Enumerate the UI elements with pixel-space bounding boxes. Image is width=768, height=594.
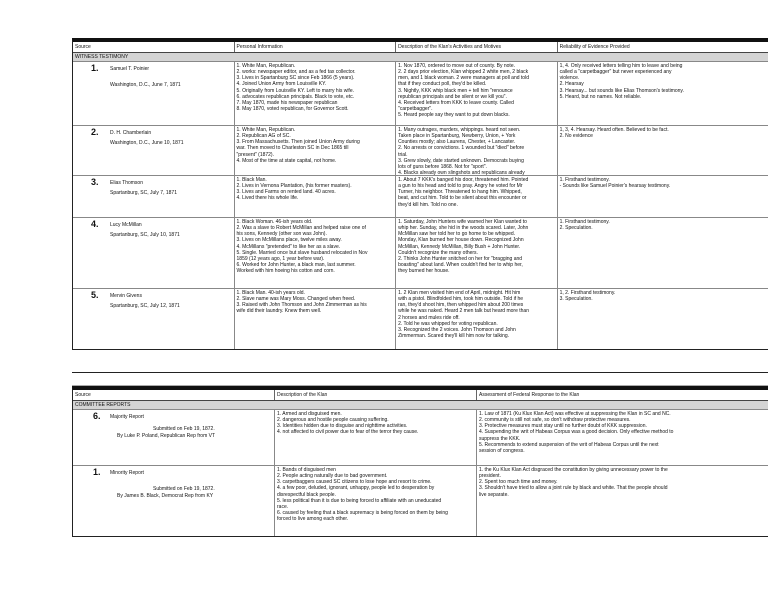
report-source-cell <box>73 466 275 536</box>
cell-line: 2. Speculation. <box>559 225 593 232</box>
cell-line: 1. White Man, Republican. <box>236 63 296 69</box>
witness-name: Samuel T. Poinier <box>110 66 150 72</box>
cell-line: 1. Firsthand testimony. <box>559 177 610 183</box>
cell-line: 3. Protective measures must stay until no further doubt of KKK suppression. <box>479 423 647 430</box>
header-description: Description of the Klan <box>275 390 477 400</box>
cell-line: McMillan saw her told her to go home to be whipped. <box>398 231 516 238</box>
report-submitted-date: Submitted on Feb 19, 1872. <box>153 426 215 432</box>
table-row <box>73 218 768 289</box>
cell-line: 3. Lives and Farms on rented land. 40 acres. <box>236 189 336 196</box>
report-name: Majority Report <box>110 414 144 420</box>
reliability-cell <box>558 218 768 288</box>
cell-line: 1. White Man, Republican. <box>236 127 296 133</box>
cell-line: 2. People acting naturally due to bad government. <box>277 473 388 480</box>
cell-line: 7. May 1870, made his newspaper republican <box>236 99 338 106</box>
witness-name: D. H. Chamberlain <box>110 130 152 136</box>
personal-information-cell <box>235 126 397 175</box>
cell-line: 1859 (12 years ago, 1 year before war). <box>236 255 325 262</box>
cell-line: men, and 1 black woman. 2 were managers at poll and told <box>398 75 529 82</box>
cell-line: 2 horses and mules ride off. <box>398 314 460 321</box>
cell-line: 3. From Massachusetts. Then joined Union Army during <box>236 139 360 146</box>
witness-table <box>72 38 768 350</box>
reliability-cell <box>558 176 768 217</box>
table-row <box>73 126 768 176</box>
klan-activities-cell <box>396 218 558 288</box>
cell-line: 1. the Ku Klux Klan Act disgraced the constitution by giving unnecessary power to the <box>479 467 668 473</box>
cell-line: 5. Heard, but no names. Not reliable. <box>559 93 642 100</box>
cell-line: 1. About 7 KKK's banged his door, threatened him. Pointed <box>398 177 529 183</box>
cell-line: 3. Hearsay... but sounds like Elias Thomson's testimony. <box>559 87 684 94</box>
cell-line: they'd kill him. Told no one. <box>398 201 458 208</box>
cell-line: 4. Most of the time at state capital, not home. <box>236 157 337 164</box>
cell-line: 4. Blacks already own slingshots and republicans already <box>398 170 525 175</box>
klan-activities-cell <box>396 176 558 217</box>
cell-line: 3. Nightly, KKK whip black men + tell him "renounce <box>398 87 513 94</box>
source-cell <box>73 176 235 217</box>
cell-line: 3. Grew slowly, date started unknown. Democrats buying <box>398 157 524 164</box>
cell-line: war. Then moved to Charleston SC in Dec 1865 till <box>236 145 349 152</box>
personal-information-cell <box>235 218 397 288</box>
klan-activities-cell <box>396 62 558 125</box>
cell-line: 2. No arrests or convictions. 1 wounded but "died" before <box>398 145 525 152</box>
cell-line: president. <box>479 473 501 480</box>
table-row <box>73 466 768 536</box>
header-source-2: Source <box>73 390 275 400</box>
cell-line: 1. Black Man. 40-ish years old. <box>236 290 305 296</box>
cell-line: 4. Received letters from KKK to leave county. Called <box>398 99 514 106</box>
cell-line: 4. a few poor, deluded, ignorant, unhappy, people led to desperation by <box>277 485 435 492</box>
cell-line: Couldn't recognize the many others. <box>398 249 478 256</box>
cell-line: wife did their laundry. Knew them well. <box>236 308 322 315</box>
cell-line: race. <box>277 503 289 510</box>
cell-line: 3. Identities hidden due to disguise and nighttime activities. <box>277 423 408 430</box>
cell-line: disrespectful black people. <box>277 491 336 498</box>
source-cell <box>73 218 235 288</box>
cell-line: 5. Single. Married once but slave husband relocated in Nov <box>236 249 368 256</box>
header-assessment: Assessment of Federal Response to the Klan <box>479 392 580 398</box>
section-witness-testimony: WITNESS TESTIMONY <box>73 53 768 62</box>
cell-line: Monday, Klan burned her house down. Recognized John <box>398 237 524 244</box>
klan-description-cell <box>275 466 477 536</box>
cell-line: 2. 2 days prior election, Klan whipped 2 white men, 2 black <box>398 69 529 76</box>
cell-line: 1. Law of 1871 (Ku Klux Klan Act) was effective at suppressing the Klan in SC and NC. <box>479 411 671 417</box>
witness-name: Mervin Givens <box>110 293 142 299</box>
cell-line: 2. Told he was whipped for voting republican. <box>398 320 498 327</box>
cell-line: 2. Slave name was Mary Moss. Changed when freed. <box>236 296 356 303</box>
cell-line: 6. advocates republican principals. Black to vote, etc. <box>236 93 355 100</box>
committee-table-header <box>73 390 768 401</box>
source-number: 4. <box>91 219 99 229</box>
source-number: 6. <box>93 411 101 421</box>
source-cell <box>73 62 235 125</box>
witness-table-header <box>73 42 768 53</box>
source-number: 1. <box>93 467 101 477</box>
cell-line: 1, 2. Firsthand testimony. <box>559 290 616 296</box>
cell-line: live separate. <box>479 491 509 498</box>
cell-line: 2. Hearsay <box>559 81 584 88</box>
header-klan-activities: Description of the Klan's Activities and Motives <box>396 42 558 52</box>
personal-information-cell <box>235 62 397 125</box>
witness-name: Lucy McMillan <box>110 222 142 228</box>
cell-line: 2. Republican AG of SC. <box>236 133 291 140</box>
source-number: 2. <box>91 127 99 137</box>
table-row <box>73 62 768 126</box>
cell-line: "present" (1872). <box>236 151 274 158</box>
cell-line: 1. Black Man. <box>236 177 267 183</box>
header-personal-information: Personal Information <box>235 42 397 52</box>
cell-line: called a "carpetbagger" but never experienced any <box>559 69 672 76</box>
header-source: Source <box>73 42 235 52</box>
cell-line: 3. Shouldn't have tried to allow a joint rule by black and white. That the people should <box>479 485 668 492</box>
cell-line: with a pistol. Blindfolded him, took him outside. Told if he <box>398 296 524 303</box>
personal-information-cell <box>235 289 397 349</box>
report-author: By James B. Black, Democrat Rep from KY <box>117 493 214 499</box>
cell-line: 4. McMillans "pretended" to like her as a slave. <box>236 243 341 250</box>
cell-line: McMillan, Kennedy McMillan, Billy Bush + John Hunter. <box>398 243 521 250</box>
source-cell <box>73 289 235 349</box>
report-source-cell <box>73 410 275 465</box>
cell-line: 2. Was a slave to Robert McMillan and helped raise one of <box>236 225 366 232</box>
cell-line: 2. Lives in Vernona Plantation, (his former masters). <box>236 183 352 190</box>
table-row <box>73 176 768 218</box>
source-number: 5. <box>91 290 99 300</box>
source-number: 1. <box>91 63 99 73</box>
cell-line: a gun to his head and told to pray. Angry he voted for Mr <box>398 183 523 190</box>
cell-line: 2. dangerous and hostile people causing suffering. <box>277 417 389 424</box>
cell-line: 1. 2 Klan men visited him end of April, midnight. Hit him <box>398 290 521 296</box>
report-author: By Luke P. Poland, Republican Rep from VT <box>117 433 216 439</box>
cell-line: Worked with him hoeing his cotton and corn. <box>236 268 335 275</box>
cell-line: 2. No evidence <box>559 133 593 140</box>
witness-place-date: Washington, D.C., June 7, 1871 <box>110 82 181 88</box>
cell-line: beat, and cut him. Told to be silent about this encounter or <box>398 195 527 202</box>
cell-line: suppress the KKK. <box>479 435 521 442</box>
cell-line: his sons, Kennedy (other son was John). <box>236 231 327 238</box>
cell-line: 6. caused by feeling that a black supremacy is being forced on them by being <box>277 510 448 517</box>
cell-line: 1. Armed and disguised men. <box>277 411 342 417</box>
cell-line: while he was naked. Heard 2 men talk but heard more than <box>398 308 529 315</box>
federal-assessment-cell <box>477 410 768 465</box>
cell-line: trial. <box>398 151 408 158</box>
cell-line: 1. Many outrages, murders, whippings. heard not seen. <box>398 127 521 133</box>
header-reliability: Reliability of Evidence Provided <box>559 44 630 50</box>
source-number: 3. <box>91 177 99 187</box>
cell-line: "carpetbagger". <box>398 106 433 113</box>
reliability-cell <box>558 62 768 125</box>
cell-line: 3. Speculation. <box>559 296 593 303</box>
cell-line: 2. works: newspaper editor, and as a fed tax collector. <box>236 69 356 76</box>
table-row <box>73 289 768 349</box>
committee-table <box>72 386 768 537</box>
witness-place-date: Spartanburg, SC, July 7, 1871 <box>110 190 177 196</box>
cell-line: 6. Worked for John Hunter, a black man, last summer. <box>236 262 356 269</box>
cell-line: 4. Lived there his whole life. <box>236 195 299 202</box>
cell-line: 3. carpetbaggers caused SC citizens to lose hope and resort to crime. <box>277 479 432 486</box>
cell-line: 2. Thinks John Hunter snitched on her for "bragging and <box>398 255 523 262</box>
source-cell <box>73 126 235 175</box>
cell-line: boasting" about land. When couldn't find her to whip her, <box>398 262 523 269</box>
cell-line: 8. May 1870, voted republican, for Governor Scott. <box>236 106 349 113</box>
cell-line: 1. Firsthand testimony. <box>559 219 610 225</box>
cell-line: whip her. Sunday, she hid in the woods scared. Later, John <box>398 225 529 232</box>
klan-activities-cell <box>396 289 558 349</box>
cell-line: lots of guns before 1868. Not for "sport". <box>398 163 487 170</box>
cell-line: 5. Recommends to extend suspension of the writ of Habeas Corpus until the next <box>479 441 659 448</box>
cell-line: - Sounds like Samuel Poinier's hearsay testimony. <box>559 183 671 190</box>
witness-place-date: Washington, D.C., June 10, 1871 <box>110 140 184 146</box>
report-submitted-date: Submitted on Feb 19, 1872. <box>153 486 215 492</box>
klan-activities-cell <box>396 126 558 175</box>
cell-line: session of congress. <box>479 447 525 454</box>
cell-line: 4. Suspending the writ of Habeas Corpus was a good decision. Only effective method to <box>479 429 674 436</box>
cell-line: 2. Spent too much time and money. <box>479 479 558 486</box>
cell-line: 1. Saturday, John Hunters wife warned her Klan wanted to <box>398 219 527 225</box>
cell-line: 4. Joined Union Army from Louisville KY. <box>236 81 327 88</box>
cell-line: republican principals and be silent or we kill you". <box>398 93 507 100</box>
table-row <box>73 410 768 466</box>
cell-line: they burned her house. <box>398 268 450 275</box>
cell-line: Zimmerman. Scared they'll kill him now for talking. <box>398 333 510 340</box>
cell-line: 2. community is still not safe, so don't withdraw protective measures. <box>479 417 631 424</box>
cell-line: 3. Raised with John Thomson and John Zimmerman as his <box>236 302 367 309</box>
federal-assessment-cell <box>477 466 768 536</box>
cell-line: Taken place in Spartanburg, Newberry, Union, + York <box>398 133 516 140</box>
cell-line: 1, 3, 4. Hearsay. Heard often. Believed to be fact. <box>559 127 669 133</box>
cell-line: 1. Black Woman. 46-ish years old. <box>236 219 313 225</box>
personal-information-cell <box>235 176 397 217</box>
cell-line: that if they conduct poll, they'd be killed. <box>398 81 487 88</box>
cell-line: 1. Nov 1870, ordered to move out of county. By note. <box>398 63 515 69</box>
section-committee-reports: COMMITTEE REPORTS <box>73 401 768 410</box>
cell-line: 5. Heard people say they want to put down blacks. <box>398 112 510 119</box>
witness-place-date: Spartanburg, SC, July 12, 1871 <box>110 303 180 309</box>
cell-line: Turner, his neighbor. Threatened to hang him. Whipped, <box>398 189 522 196</box>
cell-line: 3. Lives in Spartanburg SC since Feb 1866 (5 years). <box>236 75 355 82</box>
cell-line: 4. not affected to civil power due to fear of the terror they cause. <box>277 429 419 436</box>
report-name: Minority Report <box>110 470 144 476</box>
cell-line: 5. less political than it is due to being forced to affiliate with an uneducated <box>277 497 442 504</box>
reliability-cell <box>558 126 768 175</box>
cell-line: 1. Bands of disguised men <box>277 467 336 473</box>
cell-line: 3. Lives on McMillans place, twelve miles away. <box>236 237 342 244</box>
reliability-cell <box>558 289 768 349</box>
cell-line: violence. <box>559 75 580 82</box>
cell-line: 5. Originally from Louisville KY. Left to marry his wife. <box>236 87 354 94</box>
table-separator <box>72 372 768 386</box>
cell-line: Counties mostly; also Laurens, Chester, + Lancaster. <box>398 139 516 146</box>
witness-place-date: Spartanburg, SC, July 10, 1871 <box>110 232 180 238</box>
klan-description-cell <box>275 410 477 465</box>
cell-line: ran, they'd shoot him, then whipped him about 200 times <box>398 302 524 309</box>
cell-line: 1, 4. Only received letters telling him to leave and being <box>559 63 683 69</box>
cell-line: 3. Recognized the 2 voices. John Thomson and John <box>398 326 516 333</box>
cell-line: forced to live among each other. <box>277 516 349 523</box>
witness-name: Elias Thomson <box>110 180 143 186</box>
